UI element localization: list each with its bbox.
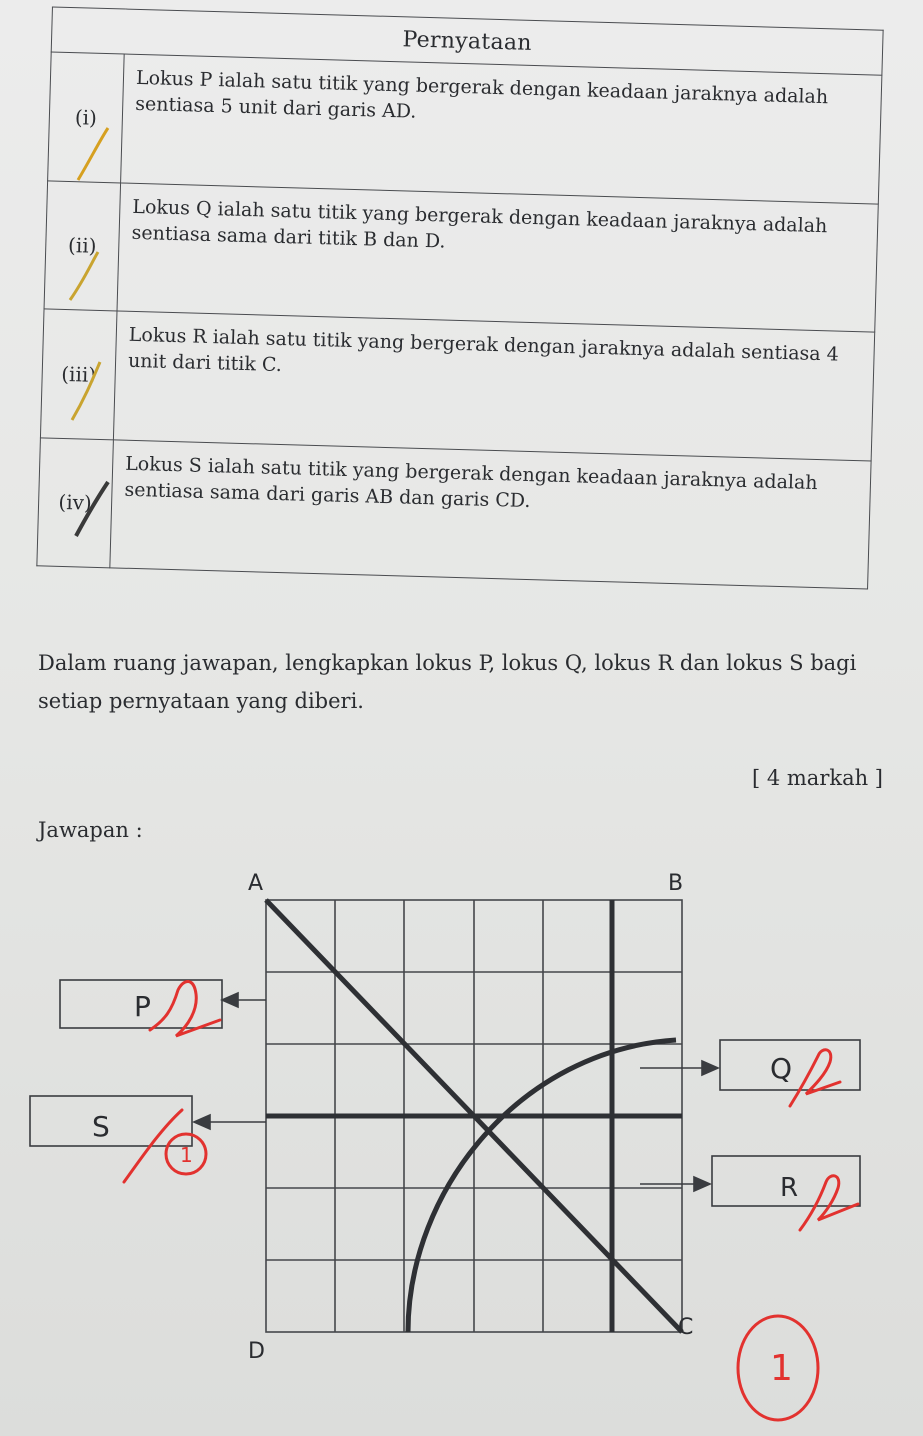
table-row: [37, 437, 871, 589]
vertex-b-label: B: [668, 871, 684, 896]
red-tick-icon: [790, 1050, 840, 1106]
locus-diagram: [0, 860, 923, 1436]
row-number: (ii): [44, 180, 121, 310]
row-number: (iii): [40, 309, 117, 439]
row-number: (iv): [37, 437, 114, 567]
arrow-head-icon: [222, 993, 238, 1007]
check-marks: [0, 0, 140, 580]
check-mark-icon: [78, 128, 108, 180]
marks-label: [ 4 markah ]: [751, 766, 883, 790]
table-header: Pernyataan: [51, 7, 883, 75]
answer-box-bottom-left[interactable]: [30, 1096, 192, 1146]
red-tick-icon: [800, 1176, 858, 1230]
statement-table: [36, 6, 883, 589]
arrow-head-icon: [702, 1061, 718, 1075]
red-mark-text: 1: [180, 1143, 193, 1167]
red-mark-text: 1: [770, 1348, 793, 1389]
table-row: [40, 309, 874, 461]
row-number: (i): [48, 52, 125, 182]
check-mark-icon: [76, 482, 108, 536]
arrow-head-icon: [194, 1115, 210, 1129]
vertex-d-label: D: [248, 1339, 265, 1364]
arrow-head-icon: [694, 1177, 710, 1191]
check-mark-icon: [72, 362, 100, 420]
statement-text: Lokus S ialah satu titik yang bergerak dengan keadaan jaraknya adalah sentiasa sama dari garis AB dan garis CD.: [110, 439, 871, 589]
box-label-r: R: [780, 1173, 799, 1203]
statement-text: Lokus R ialah satu titik yang bergerak dengan jaraknya adalah sentiasa 4 unit dari titik C.: [113, 311, 874, 461]
statement-table-wrapper: [36, 6, 883, 589]
vertex-a-label: A: [248, 871, 264, 896]
table-row: [48, 52, 882, 204]
statement-text: Lokus P ialah satu titik yang bergerak dengan keadaan jaraknya adalah sentiasa 5 unit dari garis AD.: [121, 54, 882, 204]
answer-label: Jawapan :: [38, 818, 143, 842]
box-label-p: P: [134, 990, 151, 1023]
vertex-c-label: C: [678, 1315, 694, 1340]
statement-text: Lokus Q ialah satu titik yang bergerak dengan keadaan jaraknya adalah sentiasa sama dari titik B dan D.: [117, 182, 878, 332]
instruction-text: Dalam ruang jawapan, lengkapkan lokus P, lokus Q, lokus R dan lokus S bagi setiap pernyataan yang diberi.: [38, 651, 857, 713]
box-label-q: Q: [770, 1052, 793, 1085]
check-mark-icon: [70, 252, 98, 300]
table-row: [44, 180, 878, 332]
box-label-s: S: [92, 1110, 110, 1143]
